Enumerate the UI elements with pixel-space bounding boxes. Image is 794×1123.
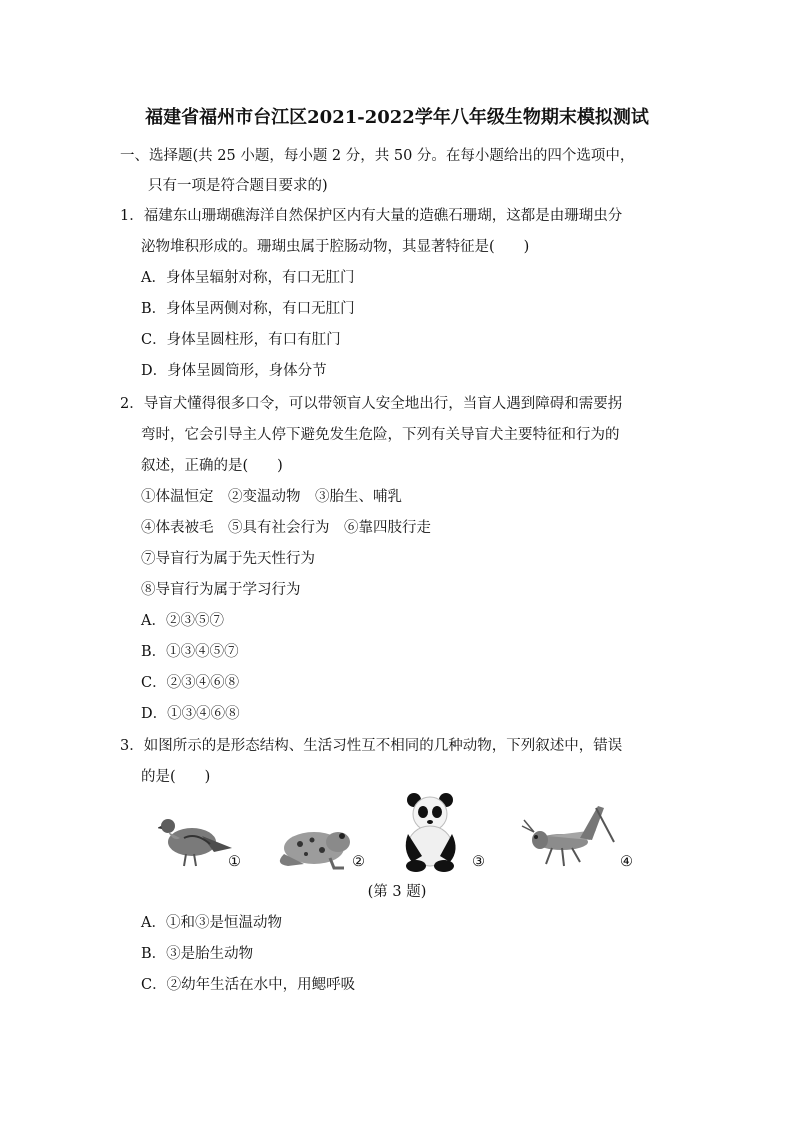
panda-image	[400, 790, 462, 872]
figure-label-2: ②	[352, 854, 365, 870]
q1-option-b[interactable]: B．身体呈两侧对称，有口无肛门	[141, 301, 355, 317]
q1-option-a[interactable]: A．身体呈辐射对称，有口无肛门	[141, 270, 355, 286]
q3-stem: 3．如图所示的是形态结构、生活习性互不相同的几种动物，下列叙述中，错误	[120, 738, 623, 754]
q2-option-a[interactable]: A．②③⑤⑦	[141, 613, 224, 629]
q2-option-b[interactable]: B．①③④⑤⑦	[141, 644, 239, 660]
q3-option-c[interactable]: C．②幼年生活在水中，用鳃呼吸	[141, 977, 356, 993]
q1-option-c[interactable]: C．身体呈圆柱形，有口有肛门	[141, 332, 341, 348]
q3-option-b[interactable]: B．③是胎生动物	[141, 946, 254, 962]
animals-figure	[150, 790, 650, 880]
pigeon-image	[158, 808, 234, 870]
grasshopper-image	[520, 798, 618, 872]
section-heading: 一、选择题(共 25 小题，每小题 2 分，共 50 分。在每小题给出的四个选项中，	[120, 148, 635, 164]
q2-statement: ⑦导盲行为属于先天性行为	[141, 551, 315, 567]
q3-option-a[interactable]: A．①和③是恒温动物	[141, 915, 282, 931]
q2-option-d[interactable]: D．①③④⑥⑧	[141, 706, 240, 722]
frog-image	[274, 820, 356, 872]
figure-label-1: ①	[228, 854, 241, 870]
q3-stem-cont: 的是( )	[141, 769, 211, 785]
section-heading-cont: 只有一项是符合题目要求的)	[148, 178, 328, 194]
page-title: 福建省福州市台江区2021-2022学年八年级生物期末模拟测试	[145, 107, 649, 128]
figure-label-4: ④	[620, 854, 633, 870]
q1-stem-cont: 泌物堆积形成的。珊瑚虫属于腔肠动物，其显著特征是( )	[141, 239, 530, 255]
q2-statement: ①体温恒定 ②变温动物 ③胎生、哺乳	[141, 489, 402, 505]
q1-stem: 1．福建东山珊瑚礁海洋自然保护区内有大量的造礁石珊瑚，这都是由珊瑚虫分	[120, 208, 623, 224]
q2-option-c[interactable]: C．②③④⑥⑧	[141, 675, 240, 691]
q2-statement: ④体表被毛 ⑤具有社会行为 ⑥靠四肢行走	[141, 520, 431, 536]
q1-option-d[interactable]: D．身体呈圆筒形，身体分节	[141, 363, 327, 379]
q2-stem: 2．导盲犬懂得很多口令，可以带领盲人安全地出行，当盲人遇到障碍和需要拐	[120, 396, 623, 412]
q2-statement: ⑧导盲行为属于学习行为	[141, 582, 301, 598]
figure-caption: (第 3 题)	[367, 884, 427, 900]
q2-stem-cont: 弯时，它会引导主人停下避免发生危险，下列有关导盲犬主要特征和行为的	[141, 427, 620, 443]
figure-label-3: ③	[472, 854, 485, 870]
q2-stem-cont2: 叙述，正确的是( )	[141, 458, 283, 474]
